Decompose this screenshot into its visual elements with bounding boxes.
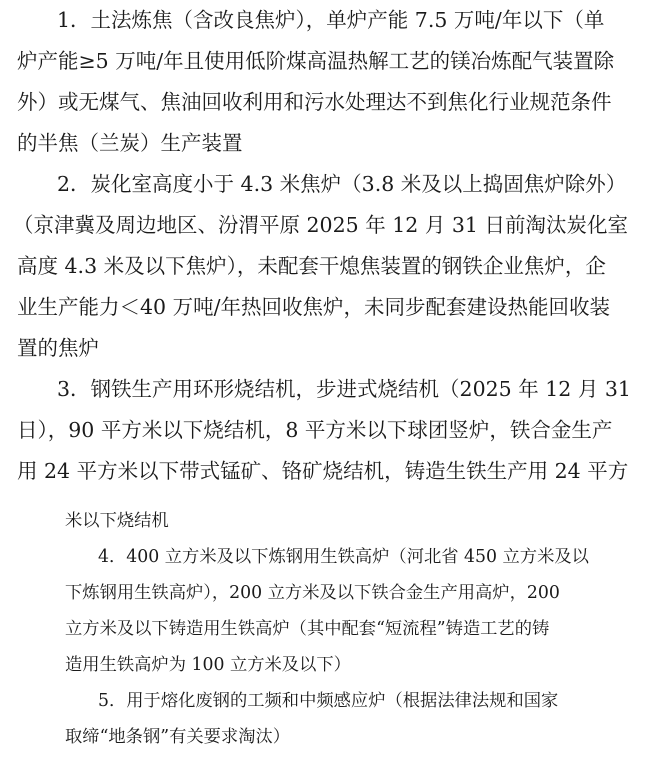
item-4-line-1: 4．400 立方米及以下炼钢用生铁高炉（河北省 450 立方米及以 — [98, 547, 589, 567]
item-2-line-3: 高度 4.3 米及以下焦炉），未配套干熄焦装置的钢铁企业焦炉，企 — [17, 254, 606, 278]
item-2-line-1: 2．炭化室高度小于 4.3 米焦炉（3.8 米及以上捣固焦炉除外） — [57, 172, 627, 196]
item-2-line-4: 业生产能力＜40 万吨/年热回收焦炉，未同步配套建设热能回收装 — [17, 295, 611, 319]
item-3-line-3: 用 24 平方米以下带式锰矿、铬矿烧结机，铸造生铁生产用 24 平方 — [17, 459, 629, 483]
item-2-line-5: 置的焦炉 — [17, 336, 99, 360]
item-1-line-4: 的半焦（兰炭）生产装置 — [17, 131, 243, 155]
item-1-line-2: 炉产能≥5 万吨/年且使用低阶煤高温热解工艺的镁冶炼配气装置除 — [17, 49, 615, 73]
item-3-line-2: 日），90 平方米以下烧结机，8 平方米以下球团竖炉，铁合金生产 — [17, 418, 613, 442]
item-4-line-3: 立方米及以下铸造用生铁高炉（其中配套“短流程”铸造工艺的铸 — [65, 619, 550, 639]
item-1-line-1: 1．土法炼焦（含改良焦炉），单炉产能 7.5 万吨/年以下（单 — [57, 8, 605, 32]
item-5-line-2: 取缔“地条钢”有关要求淘汰） — [65, 727, 291, 747]
item-5-line-1: 5．用于熔化废钢的工频和中频感应炉（根据法律法规和国家 — [98, 691, 559, 711]
item-3-line-4: 米以下烧结机 — [65, 511, 169, 531]
item-3-line-1: 3．钢铁生产用环形烧结机，步进式烧结机（2025 年 12 月 31 — [57, 377, 631, 401]
item-1-line-3: 外）或无煤气、焦油回收利用和污水处理达不到焦化行业规范条件 — [17, 90, 612, 114]
item-4-line-2: 下炼钢用生铁高炉），200 立方米及以下铁合金生产用高炉，200 — [65, 583, 560, 603]
item-4-line-4: 造用生铁高炉为 100 立方米及以下） — [65, 655, 351, 675]
item-2-line-2: （京津冀及周边地区、汾渭平原 2025 年 12 月 31 日前淘汰炭化室 — [13, 213, 628, 237]
